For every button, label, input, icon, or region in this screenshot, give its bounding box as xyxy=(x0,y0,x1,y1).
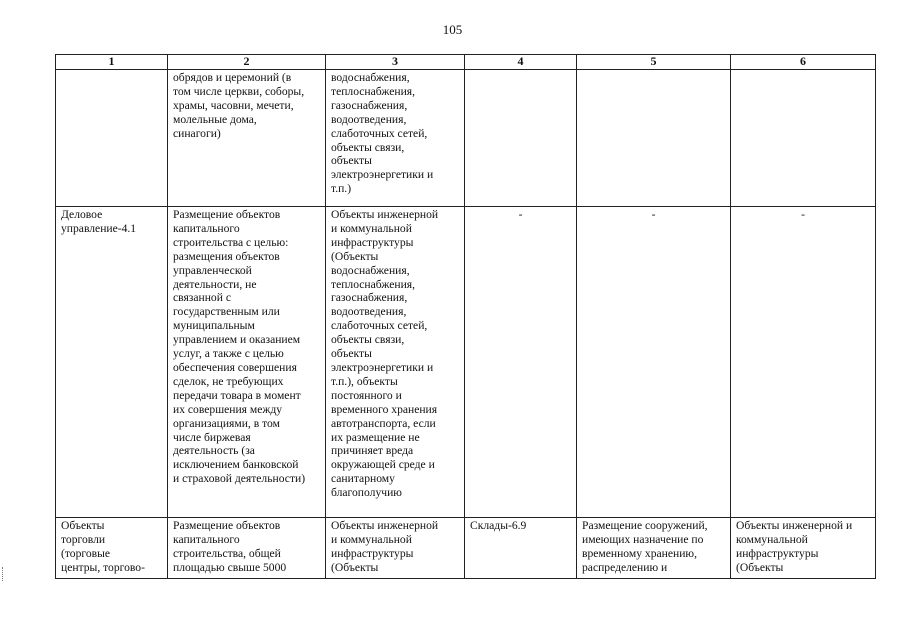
table-cell xyxy=(465,70,577,207)
table-header-row xyxy=(56,55,876,70)
page-number: 105 xyxy=(442,22,463,37)
table-cell: Деловое управление-4.1 xyxy=(56,207,168,518)
column-header-1: 1 xyxy=(56,55,168,70)
table-cell: - xyxy=(731,207,876,518)
column-header-6: 6 xyxy=(731,55,876,70)
table-cell: Размещение объектов капитального строительства с целью: размещения объектов управленческой деятельности, не связанной с государственным или муниципальным управлением и оказанием услуг, а также с целью обеспечения совершения сделок, не требующих передачи товара в момент их совершения между организациями, в том числе биржевая деятельность (за исключением банковской и страховой деятельности) xyxy=(168,207,326,518)
table-cell: Объекты торговли (торговые центры, торгово- xyxy=(56,518,168,579)
table-cell: Объекты инженерной и коммунальной инфраструктуры (Объекты xyxy=(731,518,876,579)
table-cell: Склады-6.9 xyxy=(465,518,577,579)
column-header-3: 3 xyxy=(326,55,465,70)
table-row-business-management xyxy=(56,207,876,518)
table-cell: обрядов и церемоний (в том числе церкви, соборы, храмы, часовни, мечети, молельные дома, синагоги) xyxy=(168,70,326,207)
table-cell: - xyxy=(465,207,577,518)
column-header-5: 5 xyxy=(577,55,731,70)
table-row-trade-objects xyxy=(56,518,876,579)
table-cell: Размещение сооружений, имеющих назначение по временному хранению, распределению и xyxy=(577,518,731,579)
scan-edge-mark xyxy=(2,567,6,581)
column-header-4: 4 xyxy=(465,55,577,70)
table-cell xyxy=(577,70,731,207)
table-cell xyxy=(731,70,876,207)
table-cell xyxy=(56,70,168,207)
column-header-2: 2 xyxy=(168,55,326,70)
table-cell: водоснабжения, теплоснабжения, газоснабжения, водоотведения, слаботочных сетей, объекты связи, объекты электроэнергетики и т.п.) xyxy=(326,70,465,207)
table-cell: - xyxy=(577,207,731,518)
table-row-continued xyxy=(56,70,876,207)
table-cell: Объекты инженерной и коммунальной инфраструктуры (Объекты водоснабжения, теплоснабжения, газоснабжения, водоотведения, слаботочных сетей, объекты связи, объекты электроэнергетики и т.п.), объекты постоянного и временного хранения автотранспорта, если их размещение не причиняет вреда окружающей среде и санитарному благополучию xyxy=(326,207,465,518)
table-cell: Размещение объектов капитального строительства, общей площадью свыше 5000 xyxy=(168,518,326,579)
table-cell: Объекты инженерной и коммунальной инфраструктуры (Объекты xyxy=(326,518,465,579)
land-use-table xyxy=(55,54,876,579)
